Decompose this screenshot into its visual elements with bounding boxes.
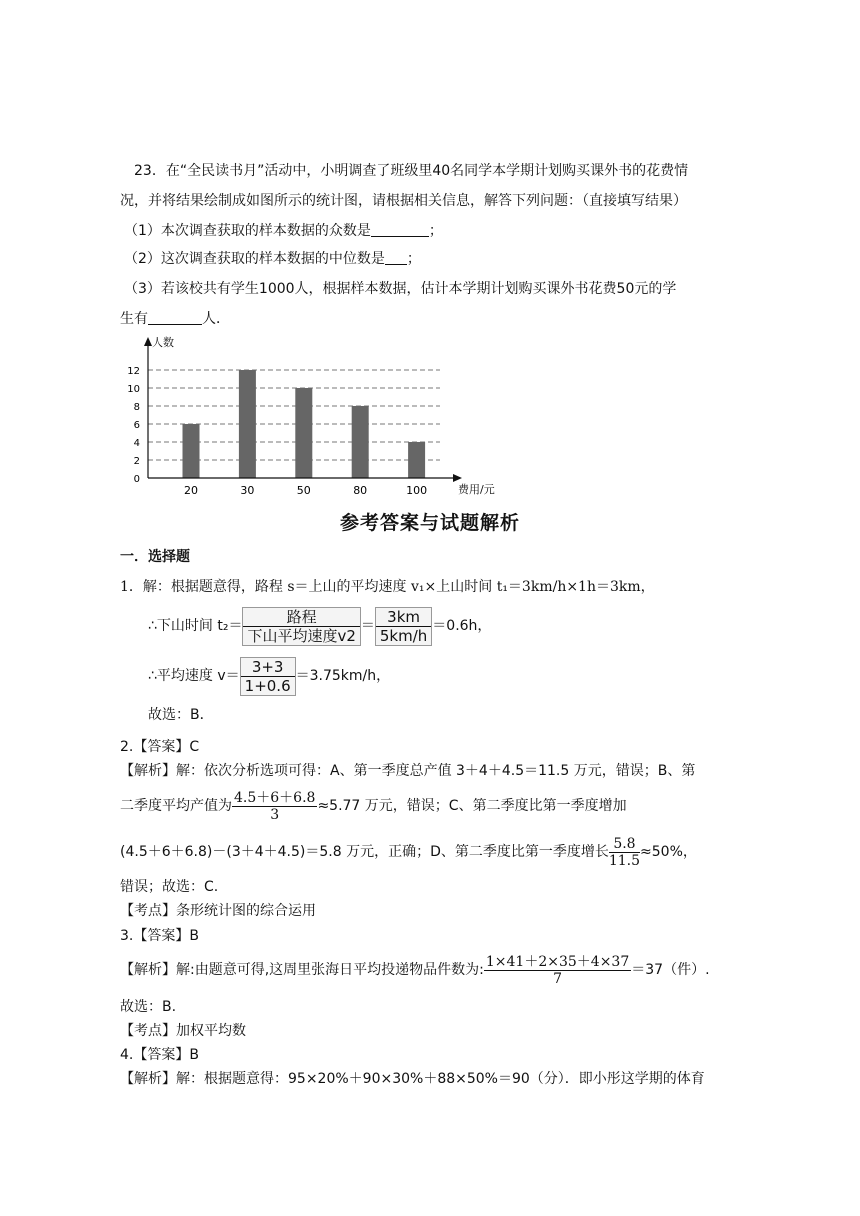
frac-den: 7 <box>553 970 563 987</box>
fraction-weighted-mean <box>484 954 631 987</box>
bar-80 <box>352 406 369 478</box>
bar-30 <box>239 370 256 478</box>
a1-line3-pre: ∴平均速度 v＝ <box>148 668 240 684</box>
frac-num: 3km <box>376 608 431 627</box>
bar-20 <box>183 424 200 478</box>
a3-answer: 3.【答案】B <box>120 928 199 944</box>
section-heading: 一．选择题 <box>120 549 190 565</box>
frac-num: 3+3 <box>241 658 295 677</box>
a2-line3 <box>120 832 697 872</box>
frac-den: 下山平均速度v2 <box>247 626 356 645</box>
a1-line2 <box>148 604 491 648</box>
x-tick-label: 50 <box>296 484 311 497</box>
a2-point: 【考点】条形统计图的综合运用 <box>120 903 316 919</box>
x-tick-label: 30 <box>240 484 255 497</box>
q23-sub2-text: （2）这次调查获取的样本数据的中位数是 <box>124 251 385 267</box>
q23-sub2-end: ； <box>406 251 421 267</box>
q23-sub3: （3）若该校共有学生1000人，根据样本数据，估计本学期计划购买课外书花费50元的学 <box>124 281 677 297</box>
q23-line1: 23．在“全民读书月”活动中，小明调查了班级里40名同学本学期计划购买课外书的花费情 <box>134 163 689 179</box>
y-axis-arrow <box>144 337 152 346</box>
y-axis-label: 人数 <box>152 336 174 349</box>
fraction-average-q2 <box>232 790 317 823</box>
x-tick-label: 20 <box>184 484 198 497</box>
a4-line1: 【解析】解：根据题意得：95×20%＋90×30%＋88×50%＝90（分）．即小彤这学期的体育 <box>120 1071 705 1087</box>
a2-line2-pre: 二季度平均产值为 <box>120 798 232 814</box>
bar-chart <box>120 333 520 503</box>
a4-answer: 4.【答案】B <box>120 1047 199 1063</box>
a1-line1: 1．解：根据题意得，路程 s＝上山的平均速度 v₁×上山时间 t₁＝3km/h×1h＝3km， <box>120 579 655 595</box>
frac-den: 3 <box>270 806 280 823</box>
a2-line1: 【解析】解：依次分析选项可得：A、第一季度总产值 3＋4＋4.5＝11.5 万元，错误；B、第 <box>120 763 696 779</box>
fraction-average-speed <box>240 657 296 696</box>
a1-line4: 故选：B． <box>148 707 214 723</box>
frac-den: 11.5 <box>608 852 641 869</box>
q23-sub3-end: 人． <box>202 311 230 327</box>
frac-den: 5km/h <box>379 626 428 645</box>
q23-sub2 <box>124 250 421 268</box>
a2-line4: 错误；故选：C. <box>120 879 219 895</box>
q23-sub3-cont-text: 生有 <box>120 311 148 327</box>
a2-line3-post: ≈50%， <box>640 844 697 860</box>
y-tick-label: 12 <box>127 366 140 377</box>
a3-line2: 故选：B. <box>120 999 177 1015</box>
answer-blank-1[interactable] <box>371 222 429 237</box>
a3-line1-pre: 【解析】解:由题意可得,这周里张海日平均投递物品件数为: <box>120 962 484 978</box>
a1-line2-eq: ＝ <box>360 618 375 634</box>
frac-num: 4.5＋6＋6.8 <box>234 789 316 806</box>
answer-blank-2[interactable] <box>385 250 407 265</box>
frac-num: 5.8 <box>609 836 640 853</box>
a1-line3 <box>148 654 390 698</box>
a2-line2 <box>120 786 627 826</box>
y-tick-label: 8 <box>133 402 140 413</box>
answer-blank-3[interactable] <box>148 310 202 325</box>
bar-50 <box>295 388 312 478</box>
q23-sub1-end: ； <box>428 223 443 239</box>
y-tick-label: 10 <box>127 384 140 395</box>
a1-line2-pre: ∴下山时间 t₂＝ <box>148 618 243 634</box>
chart-y-ticks <box>127 366 140 485</box>
x-tick-label: 80 <box>353 484 368 497</box>
q23-sub1 <box>124 222 443 240</box>
q23-sub3-cont <box>120 310 230 328</box>
y-tick-label: 0 <box>133 474 140 485</box>
bar-100 <box>408 442 425 478</box>
y-tick-label: 4 <box>133 438 140 449</box>
a3-point: 【考点】加权平均数 <box>120 1023 246 1039</box>
y-tick-label: 2 <box>133 456 140 467</box>
q23-sub1-text: （1）本次调查获取的样本数据的众数是 <box>124 223 371 239</box>
x-axis-arrow <box>453 474 462 482</box>
a2-answer: 2.【答案】C <box>120 739 200 755</box>
chart-x-ticks <box>184 484 427 497</box>
y-tick-label: 6 <box>133 420 140 431</box>
a3-line1 <box>120 950 710 990</box>
frac-den: 1+0.6 <box>244 676 291 695</box>
fraction-growth-rate <box>609 836 640 869</box>
frac-num: 1×41＋2×35＋4×37 <box>485 953 630 970</box>
fraction-distance-speed <box>242 607 360 646</box>
a1-line2-post: ＝0.6h， <box>432 618 492 634</box>
a3-line1-post: ＝37（件）. <box>631 962 710 978</box>
answers-title: 参考答案与试题解析 <box>339 512 520 534</box>
fraction-3km-5kmh <box>375 607 432 646</box>
a2-line3-pre: (4.5＋6＋6.8)－(3＋4＋4.5)＝5.8 万元，正确；D、第二季度比第一季度增长 <box>120 844 609 860</box>
x-axis-label: 费用/元 <box>458 483 495 496</box>
frac-num: 路程 <box>243 608 359 627</box>
a2-line2-post: ≈5.77 万元，错误；C、第二季度比第一季度增加 <box>317 798 627 814</box>
q23-line2: 况，并将结果绘制成如图所示的统计图，请根据相关信息，解答下列问题：（直接填写结果） <box>120 193 687 209</box>
a1-line3-post: ＝3.75km/h， <box>295 668 391 684</box>
x-tick-label: 100 <box>406 484 428 497</box>
